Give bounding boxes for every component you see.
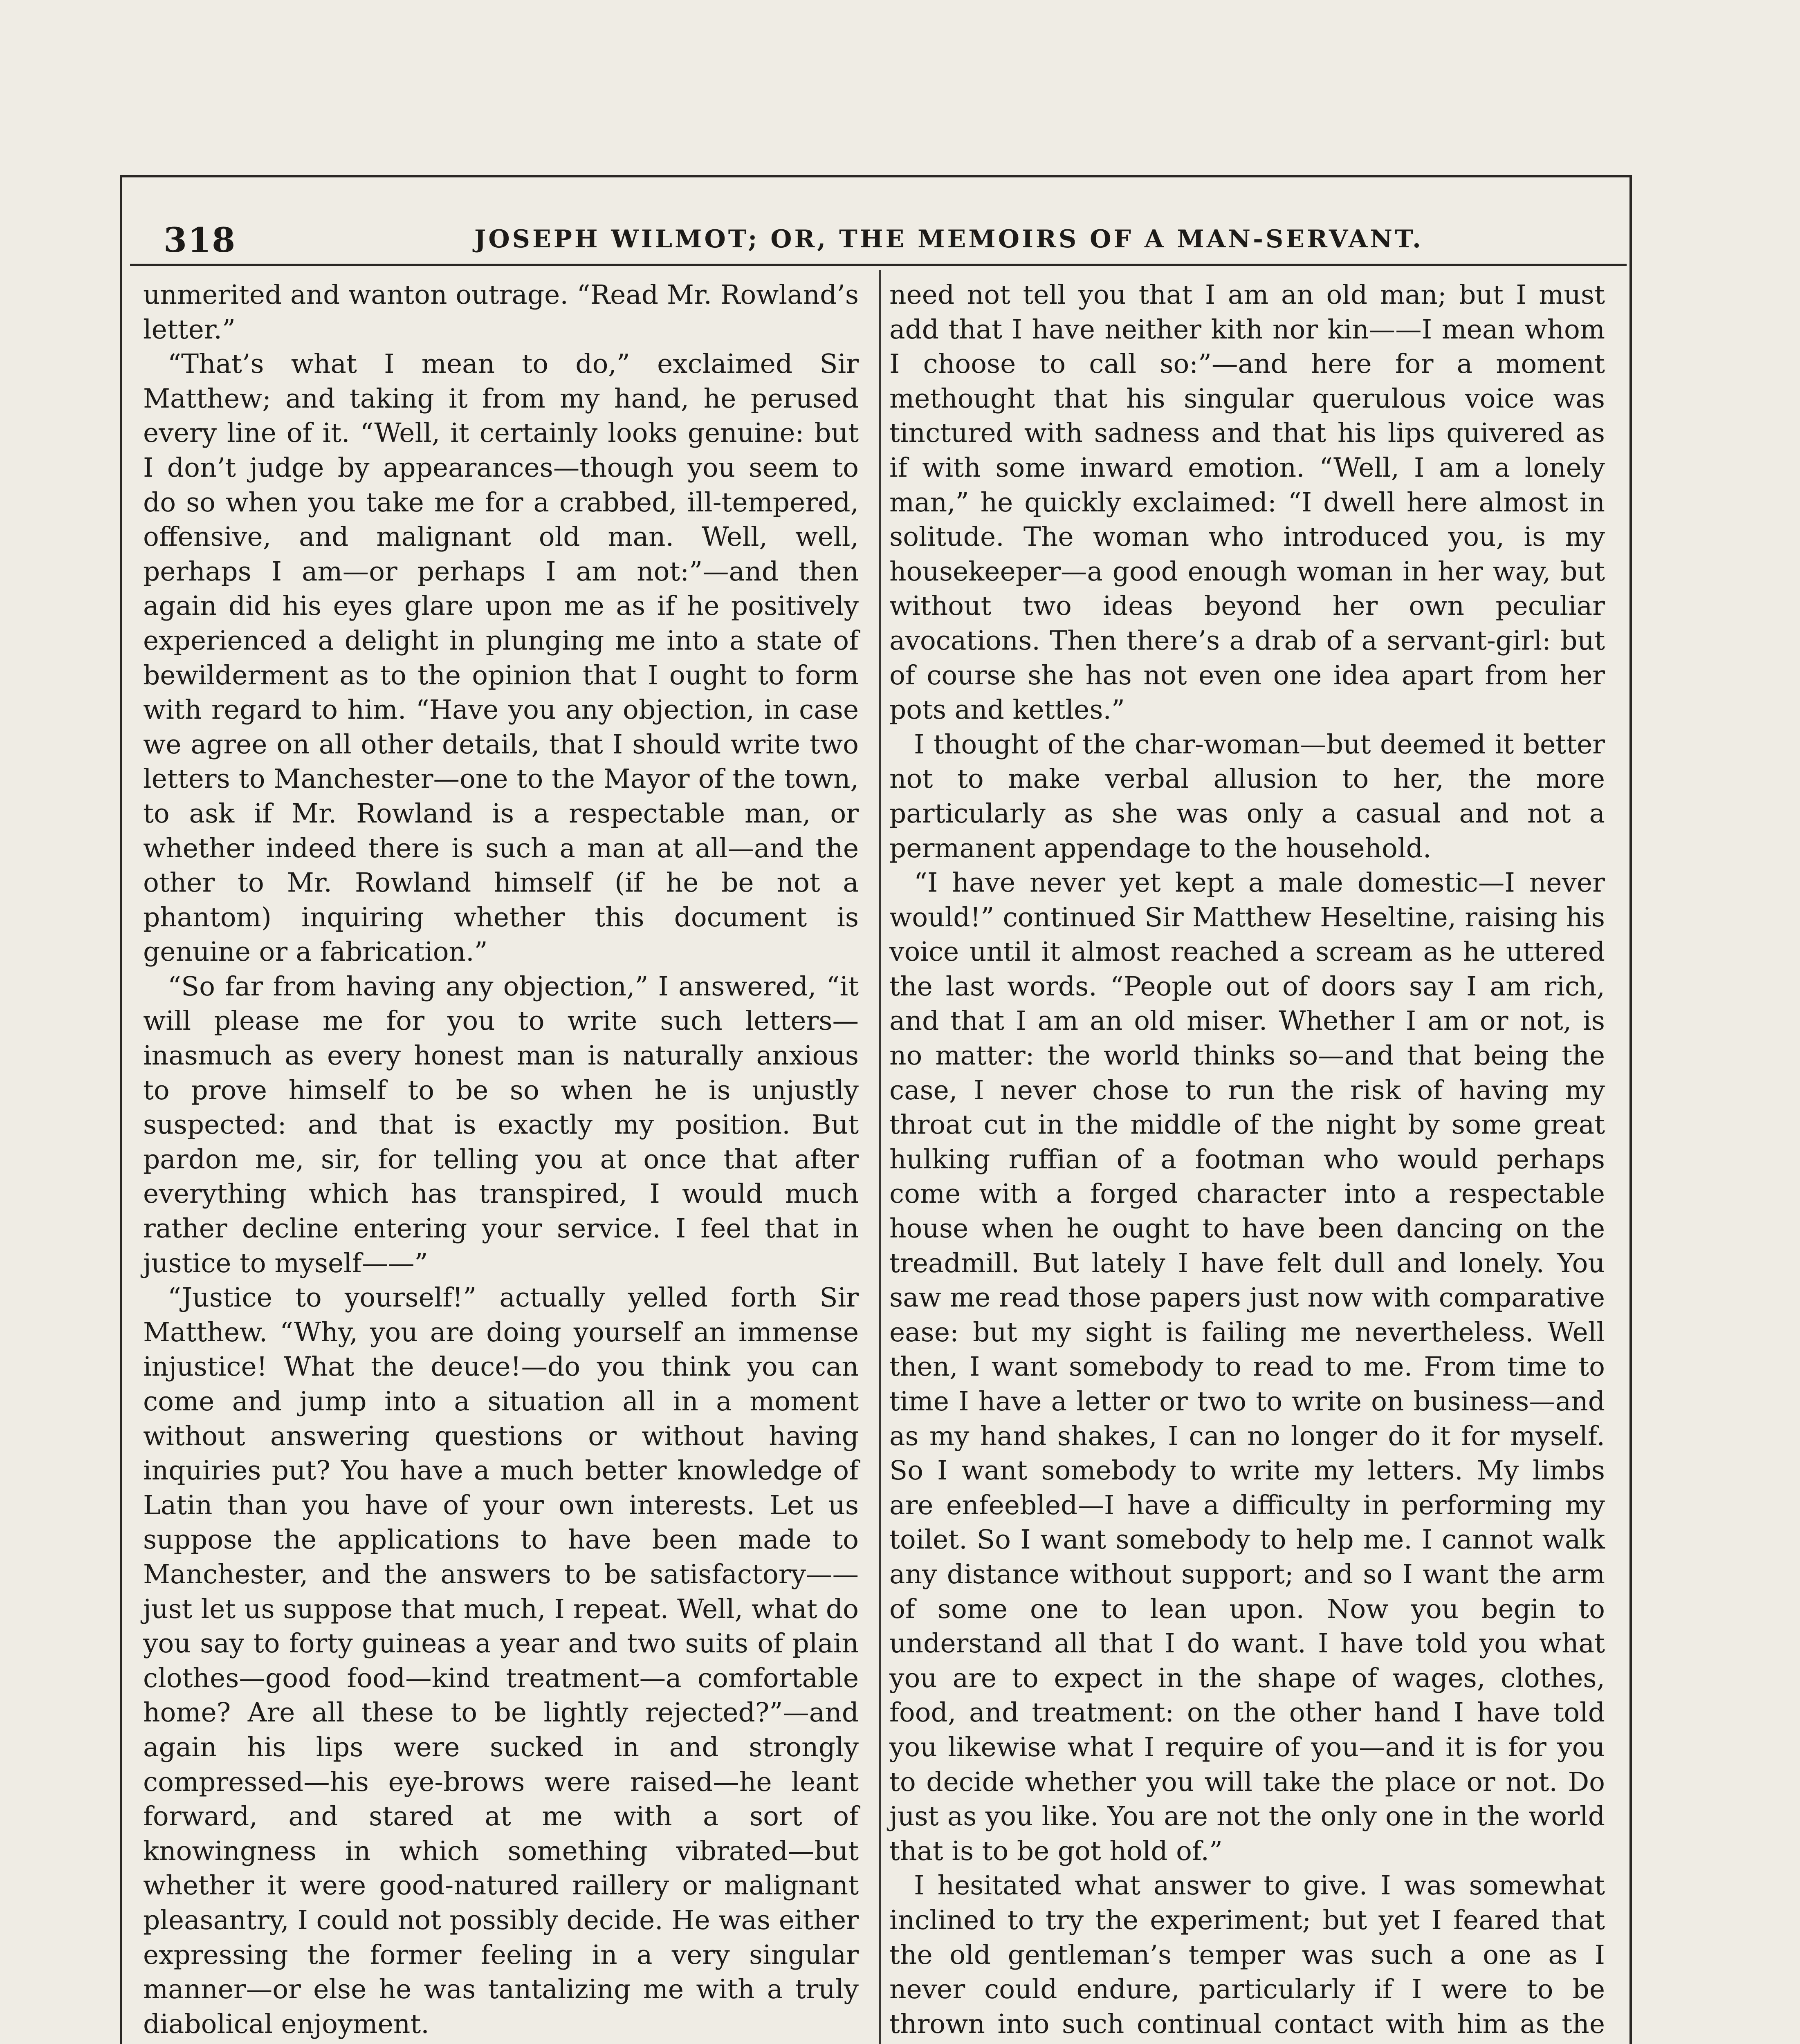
page-header [139, 213, 1611, 258]
paragraph: “So far from having any objection,” I answered, “it will please me for you to write such letters—inasmuch as every honest man is naturally anxious to prove himself to be so when he is unjustly suspected: and that is exactly my position. But pardon me, sir, for telling you at once that after everything which has transpired, I would much rather decline entering your service. I feel that in justice to myself——” [143, 971, 859, 1279]
paragraph: need not tell you that I am an old man; but I must add that I have neither kith nor kin——I mean whom I choose to call so:”—and here for a moment methought that his singular querulous voice was tinctured with sadness and that his lips quivered as if with some inward emotion. “Well, I am a lonely man,” he quickly exclaimed: “I dwell here almost in solitude. The woman who introduced you, is my housekeeper—a good enough woman in her way, but without two ideas beyond her own peculiar avocations. Then there’s a drab of a servant-girl: but of course she has not even one idea apart from her pots and kettles.” [889, 280, 1605, 726]
header-rule [130, 264, 1627, 266]
running-title: JOSEPH WILMOT; OR, THE MEMOIRS OF A MAN-SERVANT. [474, 225, 1423, 253]
paragraph: I thought of the char-woman—but deemed it better not to make verbal allusion to her, the more particularly as she was only a casual and not a permanent appendage to the household. [889, 729, 1605, 864]
paragraph: unmerited and wanton outrage. “Read Mr. Rowland’s letter.” [143, 280, 859, 345]
paragraph: “Justice to yourself!” actually yelled forth Sir Matthew. “Why, you are doing yourself an immense injustice! What the deuce!—do you think you can come and jump into a situation all in a moment without answering questions or without having inquiries put? You have a much better knowledge of Latin than you have of your own interests. Let us suppose the applications to have been made to Manchester, and the answers to be satisfactory——just let us suppose that much, I repeat. Well, what do you say to forty guineas a year and two suits of plain clothes—good food—kind treatment—a comfortable home? Are all these to be lightly rejected?”—and again his lips were sucked in and strongly compressed—his eye-brows were raised—he leant forward, and stared at me with a sort of knowingness in which something vibrated—but whether it were good-natured raillery or malignant pleasantry, I could not possibly decide. He was either expressing the former feeling in a very singular manner—or else he was tantalizing me with a truly diabolical enjoyment. [143, 1282, 859, 2040]
page-number: 318 [164, 221, 236, 260]
left-column [143, 278, 859, 2044]
paragraph: “I have never yet kept a male domestic—I never would!” continued Sir Matthew Heseltine, raising his voice until it almost reached a scream as he uttered the last words. “People out of doors say I am rich, and that I am an old miser. Whether I am or not, is no matter: the world thinks so—and that being the case, I never chose to run the risk of having my throat cut in the middle of the night by some great hulking ruffian of a footman who would perhaps come with a forged character into a respectable house when he ought to have been dancing on the treadmill. But lately I have felt dull and lonely. You saw me read those papers just now with comparative ease: but my sight is failing me nevertheless. Well then, I want somebody to read to me. From time to time I have a letter or two to write on business—and as my hand shakes, I can no longer do it for myself. So I want somebody to write my letters. My limbs are enfeebled—I have a difficulty in performing my toilet. So I want somebody to help me. I cannot walk any distance without support; and so I want the arm of some one to lean upon. Now you begin to understand all that I do want. I have told you what you are to expect in the shape of wages, clothes, food, and treatment: on the other hand I have told you likewise what I require of you—and it is for you to decide whether you will take the place or not. Do just as you like. You are not the only one in the world that is to be got hold of.” [889, 867, 1605, 1867]
column-divider [879, 270, 881, 2044]
paragraph: I hesitated what answer to give. I was somewhat inclined to try the experiment; but yet I feared that the old gentleman’s temper was such a one as I never could endure, particularly if I were to be thrown into such continual contact with him as the [889, 1870, 1605, 2040]
right-column [889, 278, 1605, 2044]
paragraph [143, 2042, 859, 2044]
paragraph: “That’s what I mean to do,” exclaimed Sir Matthew; and taking it from my hand, he perused every line of it. “Well, it certainly looks genuine: but I don’t judge by appearances—though you seem to do so when you take me for a crabbed, ill-tempered, offensive, and malignant old man. Well, well, perhaps I am—or perhaps I am not:”—and then again did his eyes glare upon me as if he positively experienced a delight in plunging me into a state of bewilderment as to the opinion that I ought to form with regard to him. “Have you any objection, in case we agree on all other details, that I should write two letters to Manchester—one to the Mayor of the town, to ask if Mr. Rowland is a respectable man, or whether indeed there is such a man at all—and the other to Mr. Rowland himself (if he be not a phantom) inquiring whether this document is genuine or a fabrication.” [143, 349, 859, 968]
